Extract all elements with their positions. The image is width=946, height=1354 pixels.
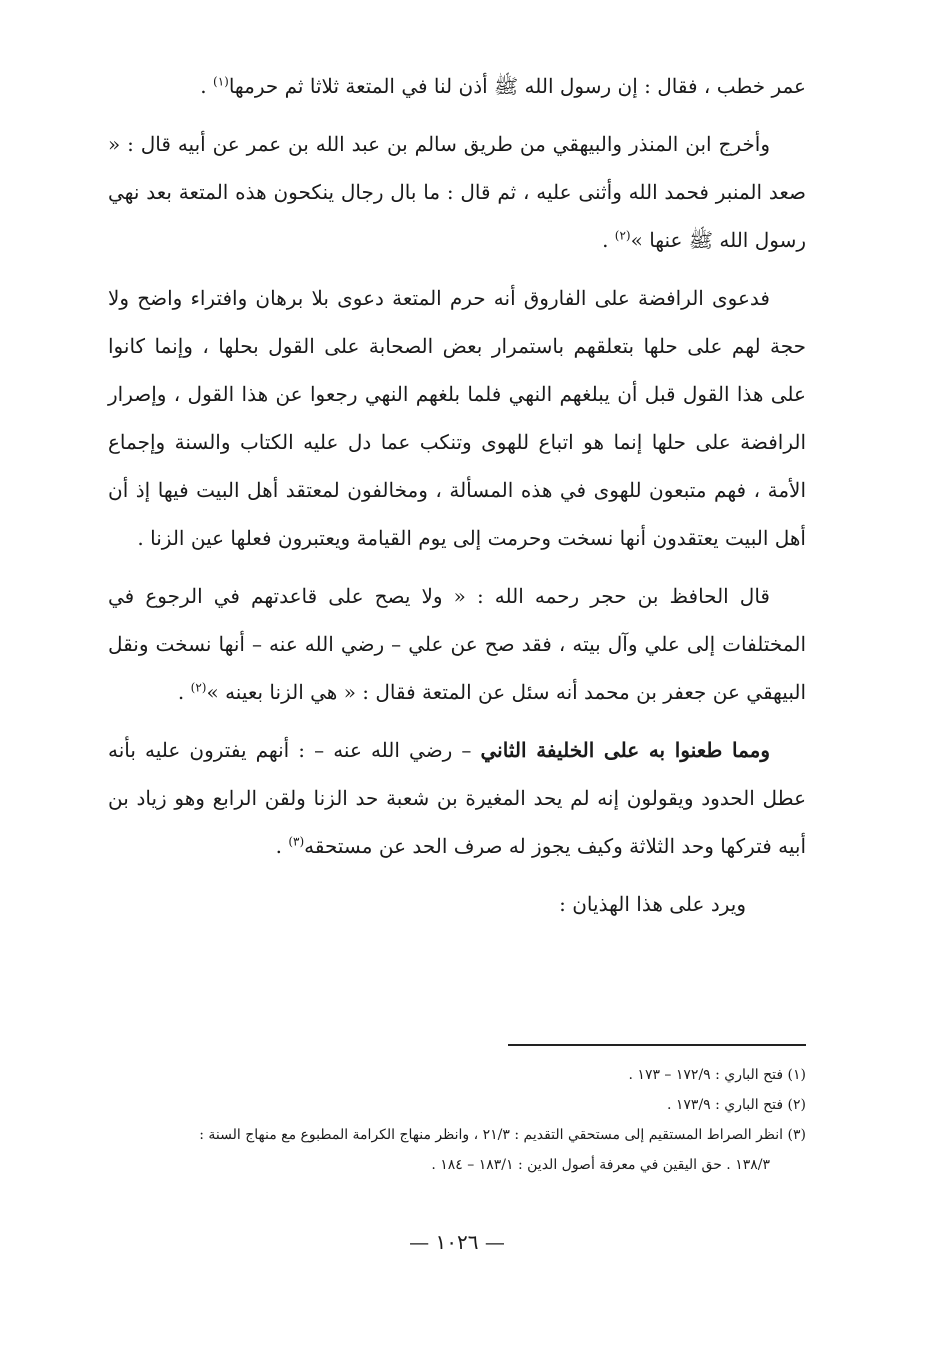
body-text <box>108 62 806 928</box>
footnote-ref: (٣) <box>288 834 305 849</box>
paragraph: عمر خطب ، فقال : إن رسول الله ﷺ أذن لنا في المتعة ثلاثا ثم حرمها$^{(١)}$ . <box>200 74 806 98</box>
bold-heading: ومما طعنوا به على الخليفة الثاني <box>480 738 771 762</box>
footnote-ref: (٢) <box>614 228 631 243</box>
paragraph: ويرد على هذا الهذيان : <box>559 892 746 916</box>
footnote-ref: (١) <box>213 74 229 89</box>
document-page <box>108 62 806 1292</box>
footnote: (١) فتح الباري : ١٧٢/٩ – ١٧٣ . <box>628 1067 806 1083</box>
footnote: (٢) فتح الباري : ١٧٣/٩ . <box>666 1097 806 1113</box>
paragraph: فدعوى الرافضة على الفاروق أنه حرم المتعة دعوى بلا برهان وافتراء واضح ولا حجة لهم على حلها بتعلقهم باستمرار بعض الصحابة على القول بحلها ، وإنما كانوا على هذا القول قبل أن يبلغهم النهي فلما بلغهم النهي رجعوا عن هذا القول ، وإصرار الرافضة على حلها إنما هو اتباع للهوى وتنكب عما دل عليه الكتاب والسنة وإجماع الأمة ، فهم متبعون للهوى في هذه المسألة ، ومخالفون لمعتقد أهل البيت فيها إذ أن أهل البيت يعتقدون أنها نسخت وحرمت إلى يوم القيامة ويعتبرون فعلها عين الزنا . <box>108 286 806 550</box>
paragraph: قال الحافظ بن حجر رحمه الله : « ولا يصح على قاعدتهم في الرجوع في المختلفات إلى علي وآل بيته ، فقد صح عن علي – رضي الله عنه – أنها نسخت ونقل البيهقي عن جعفر بن محمد أنه سئل عن المتعة فقال : « هي الزنا بعينه »$^{(٢)}$ . <box>108 584 807 704</box>
paragraph: وأخرج ابن المنذر والبيهقي من طريق سالم بن عبد الله بن عمر عن أبيه قال : « صعد المنبر فحمد الله وأثنى عليه ، ثم قال : ما بال رجال ينكحون هذه المتعة بعد نهي رسول الله ﷺ عنها »$^{(٢)}$ . <box>108 132 806 252</box>
footnote: (٣) انظر الصراط المستقيم إلى مستحقي التقديم : ٢١/٣ ، وانظر منهاج الكرامة المطبوع مع منهاج السنة : <box>199 1127 806 1143</box>
footnotes <box>108 1044 806 1180</box>
paragraph: ومما طعنوا به على الخليفة الثاني – رضي الله عنه – : أنهم يفترون عليه بأنه عطل الحدود ويقولون إنه لم يحد المغيرة بن شعبة حد الزنا ولقن الرابع وهو زياد بن أبيه فتركها وحد الثلاثة وكيف يجوز له صرف الحد عن مستحقه$^{(٣)}$ . <box>108 738 806 858</box>
footnote-ref: (٢) <box>190 680 207 695</box>
footnote-continuation: ١٣٨/٣ . حق اليقين في معرفة أصول الدين : ١٨٣/١ – ١٨٤ . <box>431 1157 770 1173</box>
footnote-divider <box>508 1044 806 1046</box>
page-number: — ١٠٢٦ — <box>409 1230 505 1254</box>
